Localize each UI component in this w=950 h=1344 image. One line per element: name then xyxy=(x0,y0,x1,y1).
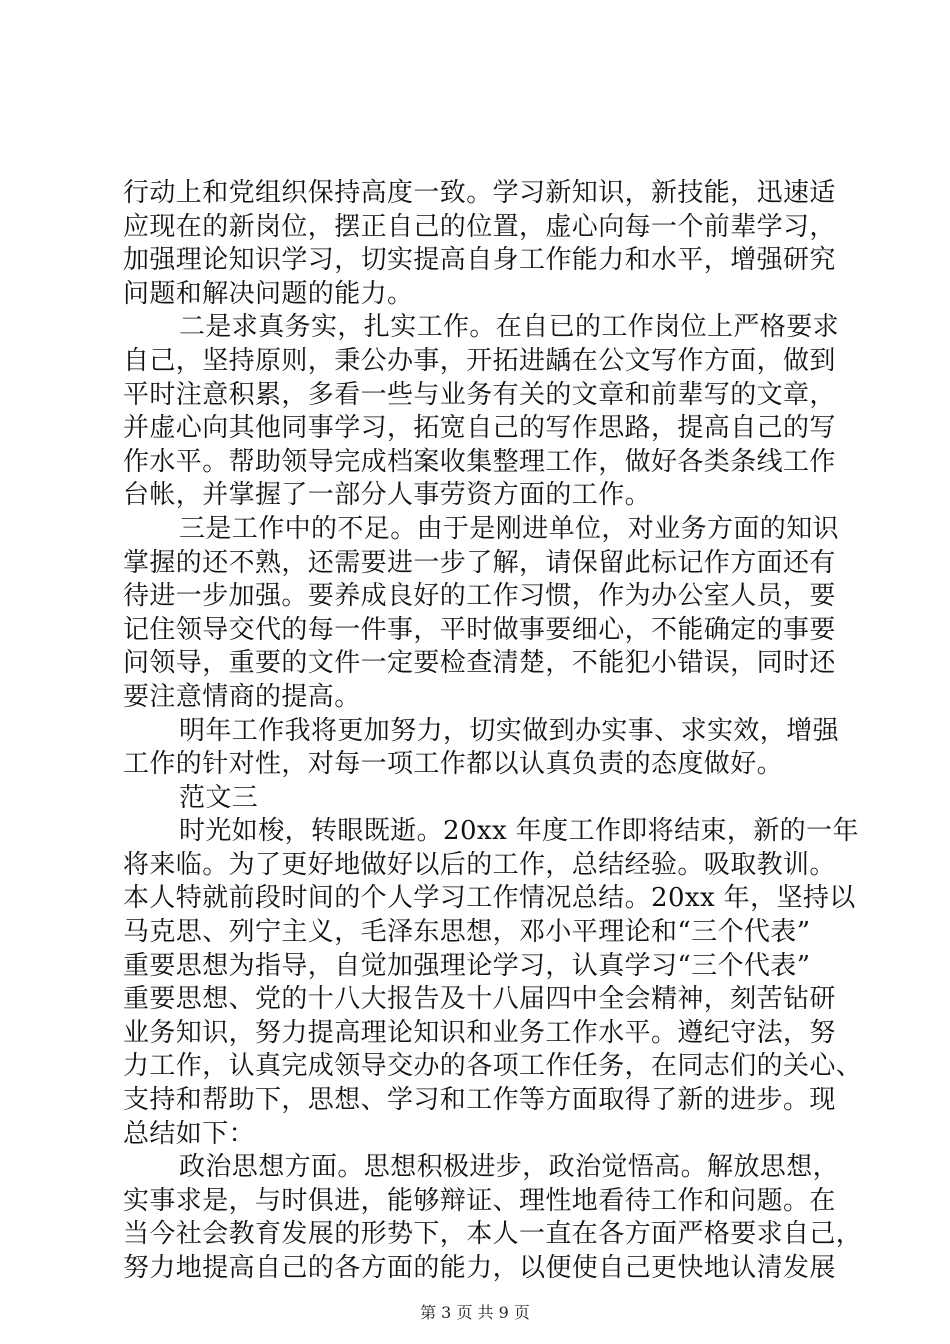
text-line: 行动上和党组织保持高度一致。学习新知识，新技能，迅速适 xyxy=(123,178,836,208)
text-line: 实事求是，与时俱进，能够辩证、理性地看待工作和问题。在 xyxy=(123,1185,836,1216)
paragraph-start-line: 二是求真务实，扎实工作。在自已的工作岗位上严格要求 xyxy=(179,312,840,343)
text-line: 重要思想、党的十八大报告及十八届四中全会精神，刻苦钻研 xyxy=(123,984,836,1015)
text-line: 问领导，重要的文件一定要检查清楚，不能犯小错误，同时还 xyxy=(123,648,836,679)
text-line: 马克思、列宁主义，毛泽东思想，邓小平理论和“三个代表” xyxy=(123,917,811,948)
text-line: 平时注意积累，多看一些与业务有关的文章和前辈写的文章， xyxy=(123,379,836,410)
text-line: 工作的针对性，对每一项工作都以认真负责的态度做好。 xyxy=(123,749,784,780)
paragraph-start-line: 明年工作我将更加努力，切实做到办实事、求实效，增强 xyxy=(179,715,840,746)
page-footer xyxy=(0,1300,950,1323)
section-heading: 范文三 xyxy=(179,782,259,813)
text-line: 将来临。为了更好地做好以后的工作，总结经验。吸取教训。 xyxy=(123,849,836,880)
text-line: 支持和帮助下，思想、学习和工作等方面取得了新的进步。现 xyxy=(123,1085,836,1116)
text-line: 力工作，认真完成领导交办的各项工作任务，在同志们的关心、 xyxy=(123,1051,863,1082)
document-body xyxy=(123,177,863,1286)
text-line: 台帐，并掌握了一部分人事劳资方面的工作。 xyxy=(123,480,652,511)
text-line: 记住领导交代的每一件事，平时做事要细心，不能确定的事要 xyxy=(123,614,836,645)
text-line: 应现在的新岗位，摆正自己的位置，虚心向每一个前辈学习， xyxy=(123,211,836,242)
paragraph-start-line: 时光如梭，转眼既逝。20xx 年度工作即将结束，新的一年 xyxy=(179,816,859,847)
text-line: 作水平。帮助领导完成档案收集整理工作，做好各类条线工作 xyxy=(123,446,836,477)
text-line: 业务知识，努力提高理论知识和业务工作水平。遵纪守法，努 xyxy=(123,1017,836,1048)
text-line: 努力地提高自己的各方面的能力，以便使自己更快地认清发展 xyxy=(123,1253,836,1283)
paragraph-start-line: 三是工作中的不足。由于是刚进单位，对业务方面的知识 xyxy=(179,513,840,544)
text-line: 自己，坚持原则，秉公办事，开拓进龋在公文写作方面，做到 xyxy=(123,345,836,376)
text-line: 重要思想为指导，自觉加强理论学习，认真学习“三个代表” xyxy=(123,950,811,981)
text-line: 要注意情商的提高。 xyxy=(123,681,361,712)
text-line: 待进一步加强。要养成良好的工作习惯，作为办公室人员，要 xyxy=(123,581,836,612)
text-line: 加强理论知识学习，切实提高自身工作能力和水平，增强研究 xyxy=(123,245,836,276)
text-line: 当今社会教育发展的形势下，本人一直在各方面严格要求自己， xyxy=(123,1219,863,1250)
paragraph-start-line: 政治思想方面。思想积极进步，政治觉悟高。解放思想， xyxy=(179,1152,840,1183)
page-number-label: 第 3 页 共 9 页 xyxy=(420,1303,530,1322)
text-line: 总结如下： xyxy=(123,1118,256,1149)
text-line: 并虚心向其他同事学习，拓宽自己的写作思路，提高自己的写 xyxy=(123,413,836,444)
text-line: 本人特就前段时间的个人学习工作情况总结。20xx 年，坚持以 xyxy=(123,883,856,914)
text-line: 问题和解决问题的能力。 xyxy=(123,278,414,309)
text-line: 掌握的还不熟，还需要进一步了解，请保留此标记作方面还有 xyxy=(123,547,836,578)
